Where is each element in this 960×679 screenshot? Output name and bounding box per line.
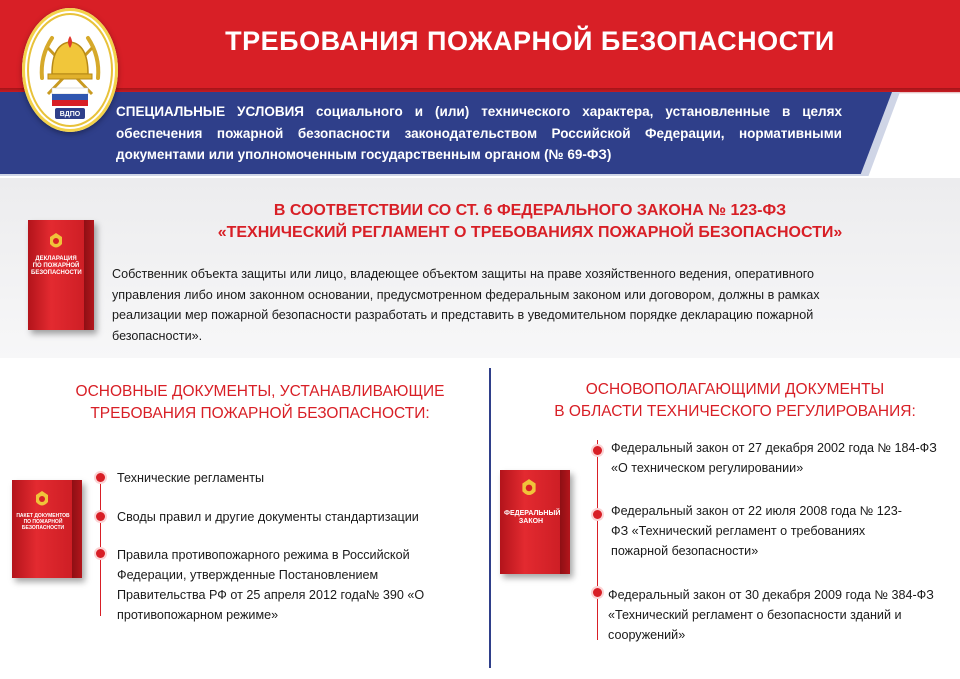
column-divider (489, 368, 491, 668)
main-docs-heading-line2: ТРЕБОВАНИЯ ПОЖАРНОЙ БЕЗОПАСНОСТИ: (90, 405, 430, 422)
bullet-dot (96, 512, 105, 521)
documents-book-spine (72, 480, 82, 578)
definition-text (116, 101, 842, 166)
tech-docs-item-3: Федеральный закон от 30 декабря 2009 года № 384-ФЗ «Технический регламент о безопасности зданий и сооружений» (608, 588, 934, 642)
law-paragraph: Собственник объекта защиты или лицо, владеющее объектом защиты на праве хозяйственного ведения, оперативного управления либо ином законном основании, предусмотренном федеральным законом или договором, должны в рамках реализации мер пожарной безопасности разработать и представить в уведомительном порядке декларацию пожарной безопасности». (112, 267, 820, 343)
coat-of-arms-icon (32, 490, 52, 510)
bullet-dot (593, 446, 602, 455)
law-heading-line1: В СООТВЕТСТВИИ СО СТ. 6 ФЕДЕРАЛЬНОГО ЗАКОНА № 123-ФЗ (273, 202, 787, 219)
main-docs-item-1: Технические регламенты (117, 471, 265, 485)
page-title: ТРЕБОВАНИЯ ПОЖАРНОЙ БЕЗОПАСНОСТИ (225, 26, 835, 56)
tech-docs-item-2: Федеральный закон от 22 июля 2008 года № 123-ФЗ «Технический регламент о требованиях пожарной безопасности» (611, 504, 902, 558)
documents-package-book-image (12, 480, 82, 578)
documents-book-label: ПАКЕТ ДОКУМЕНТОВ ПО ПОЖАРНОЙ БЕЗОПАСНОСТИ (16, 513, 70, 531)
tech-docs-timeline (597, 440, 598, 640)
federal-law-book-image (500, 470, 570, 574)
main-docs-heading-line1: ОСНОВНЫЕ ДОКУМЕНТЫ, УСТАНАВЛИВАЮЩИЕ (75, 383, 445, 400)
federal-law-book-label: ФЕДЕРАЛЬНЫЙ ЗАКОН (504, 510, 561, 526)
federal-law-book-spine (560, 470, 570, 574)
bullet-dot (593, 588, 602, 597)
main-docs-item-3: Правила противопожарного режима в Российской Федерации, утвержденные Постановлением Правительства РФ от 25 апреля 2012 года№ 390 «О противопожарном режиме» (117, 548, 425, 622)
definition-body: социального и (или) технического характера, установленные в целях обеспечения пожарной безопасности законодательством Российской Федерации, нормативными документами или уполномоченным государственным органом (№ 69-ФЗ) (116, 104, 842, 162)
bullet-dot (96, 549, 105, 558)
main-docs-heading (40, 381, 480, 425)
bullet-dot (593, 510, 602, 519)
law-heading-line2: «ТЕХНИЧЕСКИЙ РЕГЛАМЕНТ О ТРЕБОВАНИЯХ ПОЖАРНОЙ БЕЗОПАСНОСТИ» (217, 224, 843, 241)
vdpo-emblem (22, 8, 118, 132)
coat-of-arms-icon (518, 478, 540, 500)
declaration-book-image (28, 220, 94, 330)
tech-docs-heading-line1: ОСНОВОПОЛАГАЮЩИМИ ДОКУМЕНТЫ (585, 381, 885, 398)
declaration-book-spine (84, 220, 94, 330)
coat-of-arms-icon (46, 232, 66, 252)
main-docs-item-2: Своды правил и другие документы стандартизации (117, 510, 419, 524)
declaration-book-label: ДЕКЛАРАЦИЯ ПО ПОЖАРНОЙ БЕЗОПАСНОСТИ (31, 256, 82, 276)
tech-docs-heading-line2: В ОБЛАСТИ ТЕХНИЧЕСКОГО РЕГУЛИРОВАНИЯ: (554, 403, 916, 420)
law-heading (160, 200, 900, 244)
bullet-dot (96, 473, 105, 482)
tech-docs-item-1: Федеральный закон от 27 декабря 2002 года № 184-ФЗ «О техническом регулировании» (611, 441, 937, 475)
definition-lead: СПЕЦИАЛЬНЫЕ УСЛОВИЯ (116, 104, 304, 119)
main-docs-timeline (100, 476, 101, 616)
emblem-caption: ВДПО (59, 111, 81, 118)
tech-docs-heading (520, 379, 950, 423)
